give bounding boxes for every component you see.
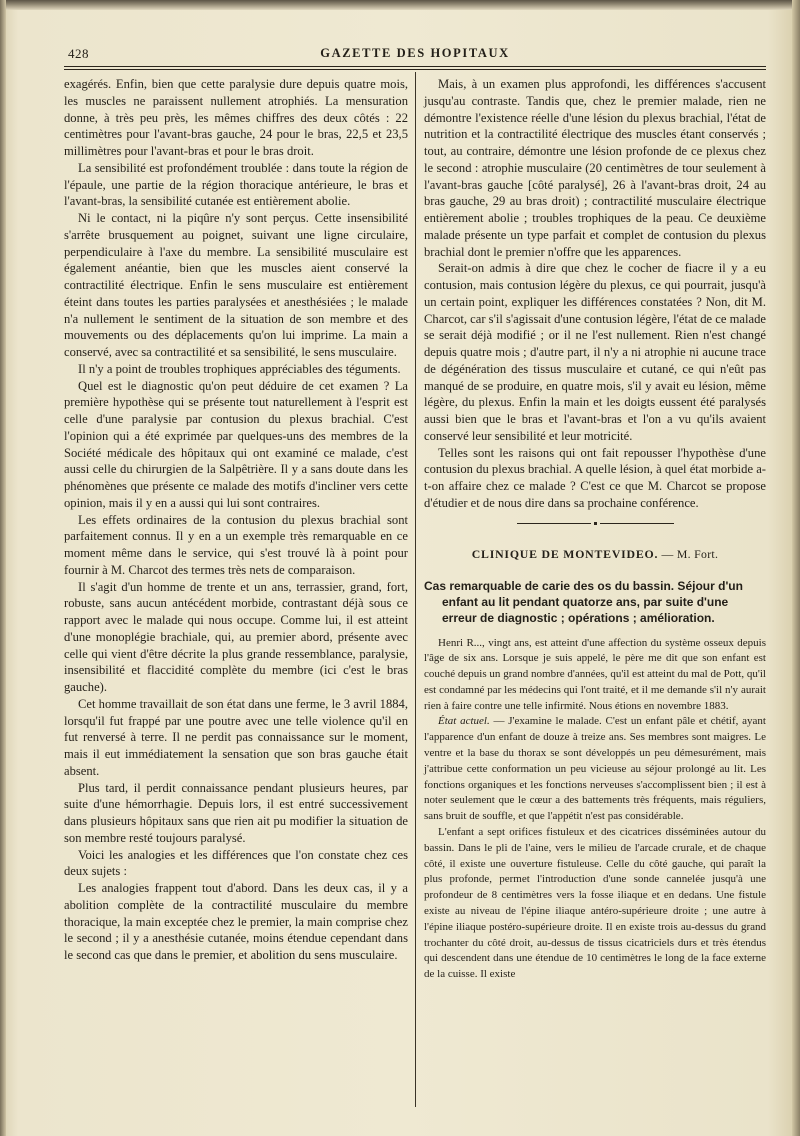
section-heading-name: CLINIQUE DE MONTEVIDEO.	[471, 546, 659, 561]
page-right-edge	[792, 0, 800, 1136]
paragraph: Voici les analogies et les différences que l'on constate chez ces deux sujets :	[64, 847, 408, 879]
left-column	[64, 76, 408, 964]
paragraph-etat-actuel	[424, 714, 766, 825]
section-separator-ornament	[424, 520, 766, 528]
paragraph: Il n'y a point de troubles trophiques appréciables des téguments.	[78, 361, 401, 376]
paragraph: Quel est le diagnostic qu'on peut déduire de cet examen ? La première hypothèse qui se présente tout naturellement à l'esprit est celle d'une paralysie par contusion du plexus brachial. C'est l'opinion qui a été exprimée par quelques-uns des membres de la Société médicale des hôpitaux qui ont examiné ce malade, c'est aussi celle du chirurgien de la Salpêtrière. Il y a sans doute dans les phénomènes que présente ce malade des motifs d'incliner vers cette opinion, mais il y en a aussi qui lui sont contraires.	[64, 378, 408, 510]
paragraph: Cet homme travaillait de son état dans une ferme, le 3 avril 1884, lorsqu'il fut frappé par une poutre avec une telle violence qu'il en fut renversé à terre. Il ne perdit pas connaissance sur le moment, mais il eut immédiatement la sensation que son bras gauche était absent.	[64, 696, 408, 778]
etat-actuel-label: État actuel.	[438, 715, 490, 728]
ornament-line	[517, 523, 591, 524]
paragraph: Ni le contact, ni la piqûre n'y sont perçus. Cette insensibilité s'arrête brusquement au poignet, suivant une ligne circulaire, perpendiculaire à l'axe du membre. La sensibilité musculaire est également anéantie, bien que les muscles aient conservé la contractilité électrique. Enfin le sens musculaire est entièrement éteint dans toutes les parties paralysées et anesthésiées ; le malade n'a nullement le sentiment de la situation de son membre et des mouvements ou des déplacements qu'on lui imprime. La main a conservé, avec sa contractilité et sa sensibilité, le sens musculaire.	[64, 211, 408, 359]
ornament-dot	[594, 522, 597, 525]
paragraph: exagérés. Enfin, bien que cette paralysie dure depuis quatre mois, les muscles ne paraissent nullement atrophiés. La mensuration donne, à très peu près, les mêmes chiffres des deux côtés : 22 centimètres pour l'avant-bras gauche, 24 pour le bras, 22,5 et 23,5 millimètres pour l'avant-bras et pour le bras droit.	[64, 77, 408, 158]
etat-actuel-text: — J'examine le malade. C'est un enfant pâle et chétif, ayant l'apparence d'un enfant de douze à treize ans. Ses membres sont maigres. Le ventre et la base du thorax se sont développés un peu démesurément, mais j'attribue cette conformation un peu vicieuse au séjour prolongé au lit. Les fonctions organiques et les fonctions nerveuses s'accomplissent bien ; il est à noter seulement que le cœur a des battements très fréquents, mais réguliers, sans bruit de souffle, et que l'appétit n'est pas considérable.	[424, 715, 766, 823]
paragraph: Serait-on admis à dire que chez le cocher de fiacre il y a eu contusion, mais contusion légère du plexus, ce qui pourrait, jusqu'à un certain point, expliquer les différences constatées ? Non, dit M. Charcot, car s'il s'agissait d'une contusion légère, l'état de ce malade se serait déjà modifié ; or il ne l'est nullement. Rien n'est changé depuis quatre mois ; d'autre part, il n'y a ni atrophie ni aucune trace de dégénération des tissus musculaire et cutané, ce qui n'eût pas manqué de se produire, en quatre mois, s'il y avait eu lésion, même légère, du plexus. Enfin la main et les doigts eussent été paralysés aussi bien que le bras et l'avant-bras et l'on a vu qu'ils avaient conservé leur sensibilité et leur motricité.	[424, 261, 766, 443]
column-divider	[415, 72, 416, 1107]
paragraph: L'enfant a sept orifices fistuleux et des cicatrices disséminées autour du bassin. Dans le pli de l'aine, vers le milieu de l'arcade crurale, et de chaque côté, il existe une ouverture fistuleuse. Celle du côté gauche, qui paraît la plus profonde, permet l'introduction d'une sonde cannelée jusqu'à une profondeur de 8 centimètres vers la fosse iliaque et en dedans. Une fistule existe au niveau de l'épine iliaque antéro-supérieure droite ; une autre à l'épine iliaque postéro-supérieure droite. Il en existe trois au-dessus du grand trochanter du côté droit, au-dessus de tissus cicatriciels durs et très étendus qui descendent dans une étendue de 10 centimètres le long de la face externe de la cuisse. Il existe	[424, 826, 766, 981]
paragraph: Telles sont les raisons qui ont fait repousser l'hypothèse d'une contusion du plexus brachial. A quelle lésion, à quel état morbide a-t-on affaire chez ce malade ? C'est ce que M. Charcot se propose d'étudier et de nous dire dans sa prochaine conférence.	[424, 445, 766, 510]
running-head	[60, 46, 770, 64]
paragraph: Les analogies frappent tout d'abord. Dans les deux cas, il y a abolition complète de la contractilité musculaire du membre thoracique, la main exceptée chez le premier, la main comprise chez le second ; il y a anesthésie cutanée, moins étendue cependant dans le second cas que dans le premier, et abolition du sens musculaire.	[64, 881, 408, 962]
paragraph: La sensibilité est profondément troublée : dans toute la région de l'épaule, une partie de la région thoracique antérieure, le bras et l'avant-bras, la sensibilité cutanée est entièrement abolie.	[64, 160, 408, 209]
paragraph: Henri R..., vingt ans, est atteint d'une affection du système osseux depuis l'âge de six ans. Lorsque je suis appelé, le père me dit que son enfant est couché depuis un grand nombre d'années, qu'il est atteint du mal de Pott, qu'il est condamné par les médecins qui l'ont traité, et il me demande s'il n'y aurait rien à faire contre une telle infirmité. Nous étions en novembre 1883.	[424, 636, 766, 712]
paragraph: Les effets ordinaires de la contusion du plexus brachial sont parfaitement connus. Il y en a un exemple très remarquable en ce moment même dans le service, qui s'est trouvé là à point pour fournir à M. Charcot des termes très nets de comparaison.	[64, 512, 408, 577]
paragraph: Plus tard, il perdit connaissance pendant plusieurs heures, par suite d'une hémorrhagie. Depuis lors, il est entré successivement dans plusieurs hôpitaux sans que rien ait pu modifier la situation de son membre resté toujours paralysé.	[64, 780, 408, 845]
page-left-edge	[0, 0, 6, 1136]
paragraph: Il s'agit d'un homme de trente et un ans, terrassier, grand, fort, robuste, sans aucun antécédent morbide, contrastant déjà sous ce rapport avec le malade qui nous occupe. Comme lui, il est atteint d'une monoplégie brachiale, qui, au premier abord, présente avec celle qui vient d'être décrite la plus grande ressemblance, paralysie, insensibilité et flaccidité complète du membre (ici c'est le bras gauche).	[64, 579, 408, 694]
article-title-line: Cas remarquable de carie des os du bassin. Séjour d'un	[424, 578, 743, 593]
case-report-text	[424, 636, 766, 984]
article-title	[424, 578, 766, 626]
page-number: 428	[68, 46, 89, 61]
right-column	[424, 76, 766, 983]
article-title-line: enfant au lit pendant quatorze ans, par suite d'une	[442, 594, 729, 609]
section-heading-author: — M. Fort.	[661, 546, 719, 561]
section-heading	[424, 546, 766, 562]
journal-title: GAZETTE DES HOPITAUX	[320, 46, 510, 60]
header-rule	[64, 66, 766, 70]
ornament-line	[600, 523, 674, 524]
page-top-edge	[0, 0, 800, 10]
paragraph: Mais, à un examen plus approfondi, les différences s'accusent jusqu'au contraste. Tandis que, chez le premier malade, rien ne démontre l'existence réelle d'une lésion du plexus brachial, l'état de nutrition et la contractilité électrique des muscles étant conservés ; tout, au contraire, démontre une lésion profonde de ce plexus chez le second : atrophie musculaire (20 centimètres de tour seulement à l'avant-bras gauche [côté paralysé], 26 à l'avant-bras droit, 24 au bras gauche, 29 au bras droit) ; contractilité musculaire électrique entièrement abolie ; troubles trophiques de la peau. Ce deuxième malade présente un type parfait et complet de contusion du plexus brachial dont le premier n'offre que les apparences.	[424, 77, 766, 259]
article-title-line: erreur de diagnostic ; opérations ; amélioration.	[442, 610, 715, 625]
